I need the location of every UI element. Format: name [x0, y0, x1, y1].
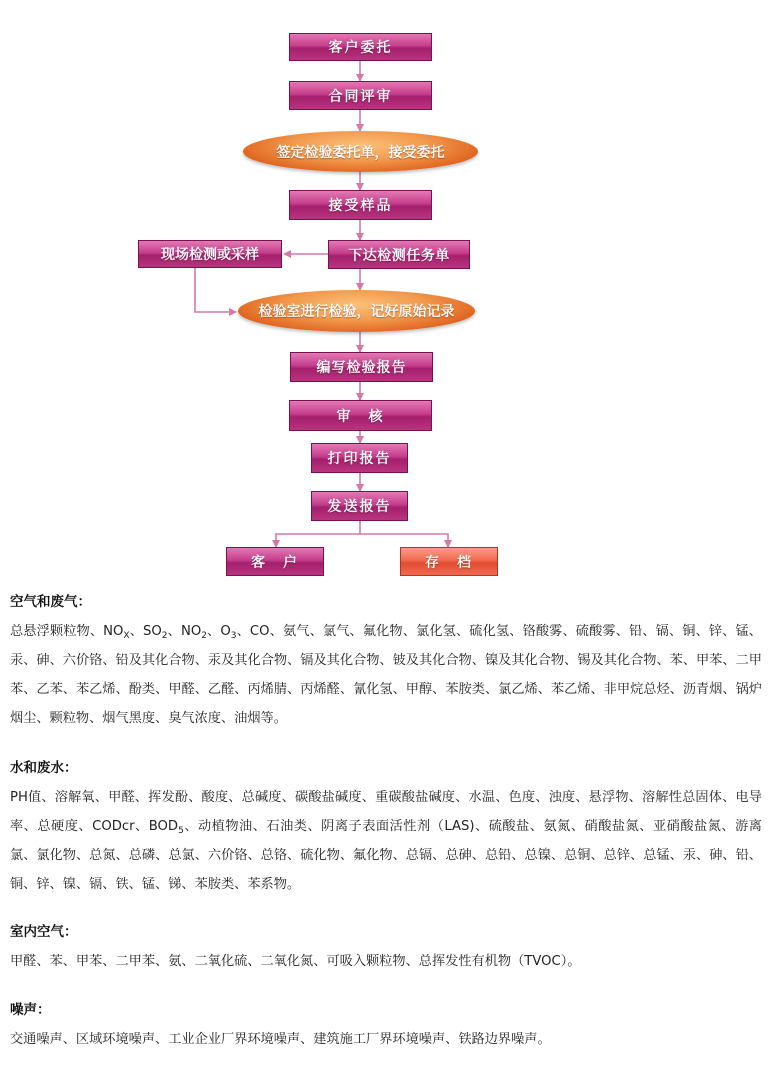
section-noise — [10, 996, 762, 1054]
step-archive: 存 档 — [400, 547, 498, 576]
section-water — [10, 754, 762, 899]
step-lab-test: 检验室进行检验，记好原始记录 — [238, 290, 475, 332]
step-write-report: 编写检验报告 — [290, 352, 433, 382]
section-air-body: 总悬浮颗粒物、$NO_X$、$SO_2$、$NO_2$、$O_3$、CO、氨气、氯气、氟化物、氯化氢、硫化氢、铬酸雾、硫酸雾、铅、镉、铜、锌、锰、汞、砷、六价铬、铅及其化合物、汞及其化合物、镉及其化合物、铍及其化合物、镍及其化合物、锡及其化合物、苯、甲苯、二甲苯、乙苯、苯乙烯、酚类、甲醛、乙醛、丙烯腈、丙烯醛、氰化氢、甲醇、苯胺类、氯乙烯、苯乙烯、非甲烷总烃、沥青烟、锅炉烟尘、颗粒物、烟气黑度、臭气浓度、油烟等。 — [10, 624, 762, 726]
step-print-report: 打印报告 — [311, 443, 408, 473]
section-indoor-body: 甲醛、苯、甲苯、二甲苯、氨、二氧化硫、二氧化氮、可吸入颗粒物、总挥发性有机物（TVOC）。 — [10, 954, 581, 969]
arrow-send-archive — [360, 534, 448, 547]
step-field-test: 现场检测或采样 — [138, 240, 282, 268]
section-indoor — [10, 918, 762, 976]
section-water-title: 水和废水： — [10, 760, 78, 776]
section-noise-body: 交通噪声、区域环境噪声、工业企业厂界环境噪声、建筑施工厂界环境噪声、铁路边界噪声。 — [10, 1032, 551, 1047]
section-indoor-title: 室内空气： — [10, 924, 78, 940]
section-noise-title: 噪声： — [10, 1002, 51, 1018]
section-air — [10, 588, 762, 733]
step-contract-review: 合同评审 — [289, 81, 432, 110]
step-issue-task: 下达检测任务单 — [328, 240, 470, 269]
step-customer: 客 户 — [226, 547, 324, 576]
step-audit: 审 核 — [289, 400, 432, 431]
step-receive-sample: 接受样品 — [289, 190, 432, 220]
step-entrust: 客户委托 — [289, 33, 432, 61]
arrow-send-split — [276, 521, 360, 547]
section-air-title: 空气和废气： — [10, 594, 91, 610]
step-send-report: 发送报告 — [311, 491, 408, 521]
step-sign-accept: 签定检验委托单，接受委托 — [243, 131, 478, 172]
section-water-body: PH值、溶解氧、甲醛、挥发酚、酸度、总碱度、碳酸盐碱度、重碳酸盐碱度、水温、色度、浊度、悬浮物、溶解性总固体、电导率、总硬度、CODcr、$BOD_5$、动植物油、石油类、阴离子表面活性剂（LAS)、硫酸盐、氨氮、硝酸盐氮、亚硝酸盐氮、游离氯、氯化物、总氮、总磷、总氯、六价铬、总铬、硫化物、氟化物、总镉、总砷、总铅、总镍、总铜、总锌、总锰、汞、砷、铅、铜、锌、镍、镉、铁、锰、锑、苯胺类、苯系物。 — [10, 790, 762, 892]
arrow-field-lab — [195, 268, 236, 312]
